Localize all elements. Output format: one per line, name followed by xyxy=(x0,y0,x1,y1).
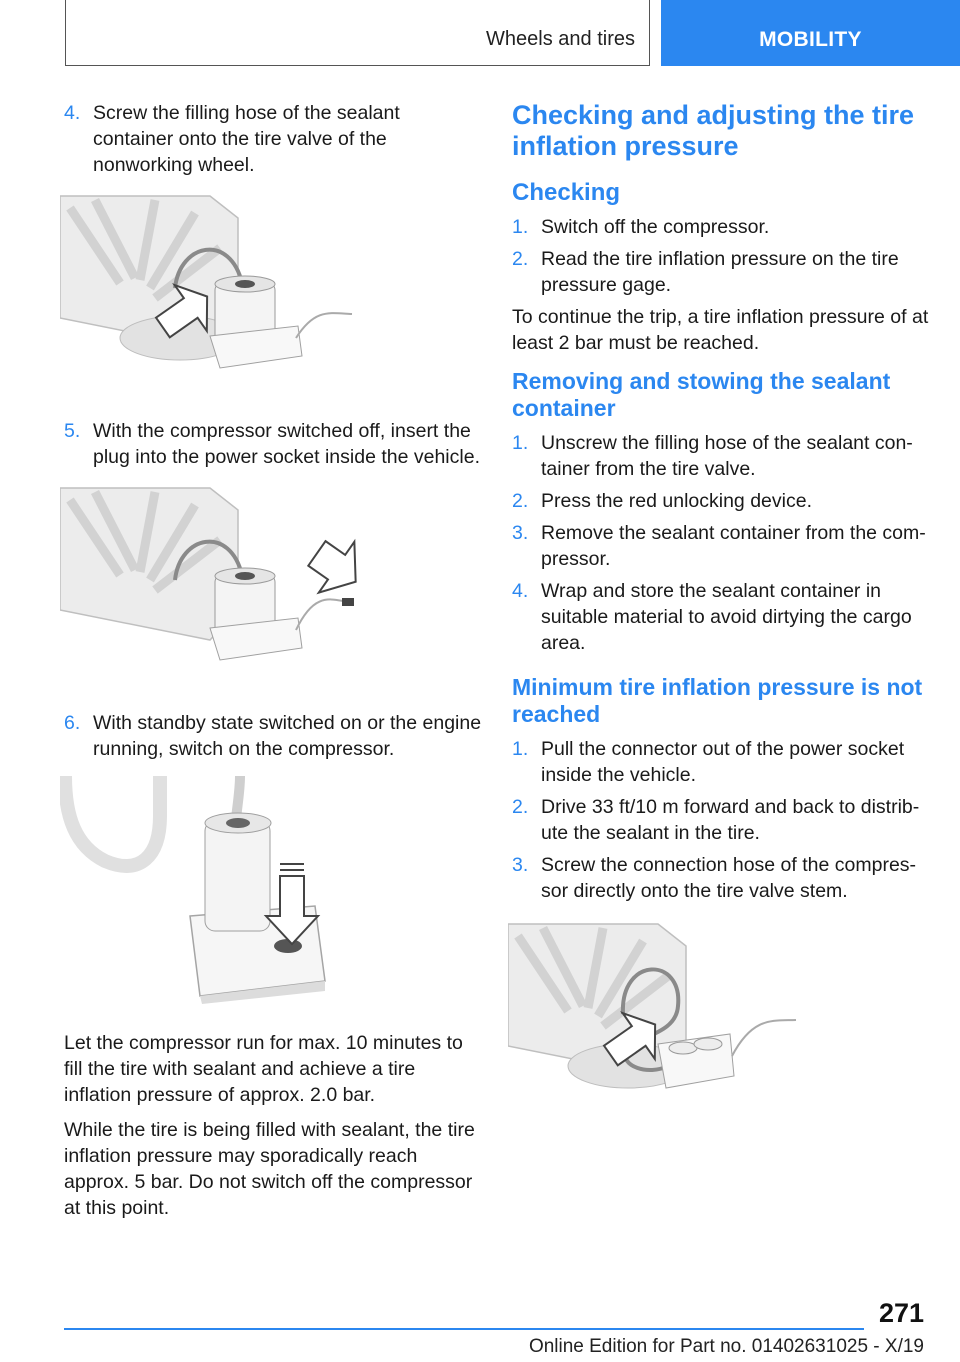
page-header xyxy=(65,0,960,66)
step-text: Unscrew the filling hose of the sealant container from the tire valve. xyxy=(541,432,913,480)
checking-heading: Checking xyxy=(512,179,621,206)
switch-on-compressor-illustration xyxy=(60,776,360,1004)
sealant-hose-on-valve-illustration xyxy=(60,188,360,378)
connect-compressor-hose-illustration xyxy=(508,916,808,1106)
step-number: 6. xyxy=(64,712,81,734)
step-number: 2. xyxy=(512,796,529,818)
step-number: 1. xyxy=(512,738,529,760)
pressure-warning-text: While the tire is being filled with sealant, the tire inflation pressure may sporadically reach approx. 5 bar. Do not switch off the compressor at this point. xyxy=(64,1119,475,1219)
minimum-step-3 xyxy=(512,852,932,904)
step-4 xyxy=(64,100,482,178)
right-column xyxy=(512,100,932,1106)
checking-note: To continue the trip, a tire inflation pressure of at least 2 bar must be reached. xyxy=(512,306,929,354)
step-text: Drive 33 ft/10 m forward and back to distribute the sealant in the tire. xyxy=(541,796,920,844)
left-column xyxy=(64,100,482,1230)
removing-step-2 xyxy=(512,488,932,514)
edition-info: Online Edition for Part no. 01402631025 - X/19 xyxy=(528,1336,924,1357)
step-text: Remove the sealant container from the compressor. xyxy=(541,522,926,570)
step-text: Read the tire inflation pressure on the tire pressure gage. xyxy=(541,248,899,296)
removing-heading: Removing and stowing the sealant container xyxy=(512,368,891,421)
page-number: 271 xyxy=(878,1298,924,1328)
chapter-tab[interactable] xyxy=(661,0,960,66)
plug-into-socket-illustration xyxy=(60,480,360,670)
minimum-pressure-heading: Minimum tire inflation pressure is not reached xyxy=(512,674,923,727)
section-heading: Checking and adjusting the tire inflation pressure xyxy=(512,100,915,161)
step-text: Wrap and store the sealant container in suitable material to avoid dirtying the cargo area. xyxy=(541,580,912,654)
step-number: 4. xyxy=(512,580,529,602)
header-frame xyxy=(65,0,650,66)
step-number: 2. xyxy=(512,490,529,512)
step-number: 3. xyxy=(512,522,529,544)
removing-step-3 xyxy=(512,520,932,572)
footer-divider xyxy=(64,1328,864,1330)
step-text: With the compressor switched off, insert the plug into the power socket inside the vehicle. xyxy=(93,420,480,468)
step-text: Pull the connector out of the power socket inside the vehicle. xyxy=(541,738,905,786)
checking-step-1 xyxy=(512,214,932,240)
step-number: 5. xyxy=(64,420,81,442)
step-number: 1. xyxy=(512,432,529,454)
step-text: Screw the connection hose of the compressor directly onto the tire valve stem. xyxy=(541,854,917,902)
minimum-step-2 xyxy=(512,794,932,846)
step-number: 3. xyxy=(512,854,529,876)
section-title: Wheels and tires xyxy=(486,28,635,50)
step-number: 1. xyxy=(512,216,529,238)
minimum-step-1 xyxy=(512,736,932,788)
step-text: Switch off the compressor. xyxy=(541,216,770,238)
step-text: Press the red unlocking device. xyxy=(541,490,812,512)
chapter-tab-label: MOBILITY xyxy=(759,28,862,51)
step-text: Screw the filling hose of the sealant container onto the tire valve of the nonworking wheel. xyxy=(93,102,400,176)
step-6 xyxy=(64,710,482,762)
removing-step-4 xyxy=(512,578,932,656)
run-duration-text: Let the compressor run for max. 10 minutes to fill the tire with sealant and achieve a tire inflation pressure of approx. 2.0 bar. xyxy=(64,1032,463,1106)
step-5 xyxy=(64,418,482,470)
step-number: 2. xyxy=(512,248,529,270)
removing-step-1 xyxy=(512,430,932,482)
step-text: With standby state switched on or the engine running, switch on the compressor. xyxy=(93,712,482,760)
checking-step-2 xyxy=(512,246,932,298)
step-number: 4. xyxy=(64,102,81,124)
